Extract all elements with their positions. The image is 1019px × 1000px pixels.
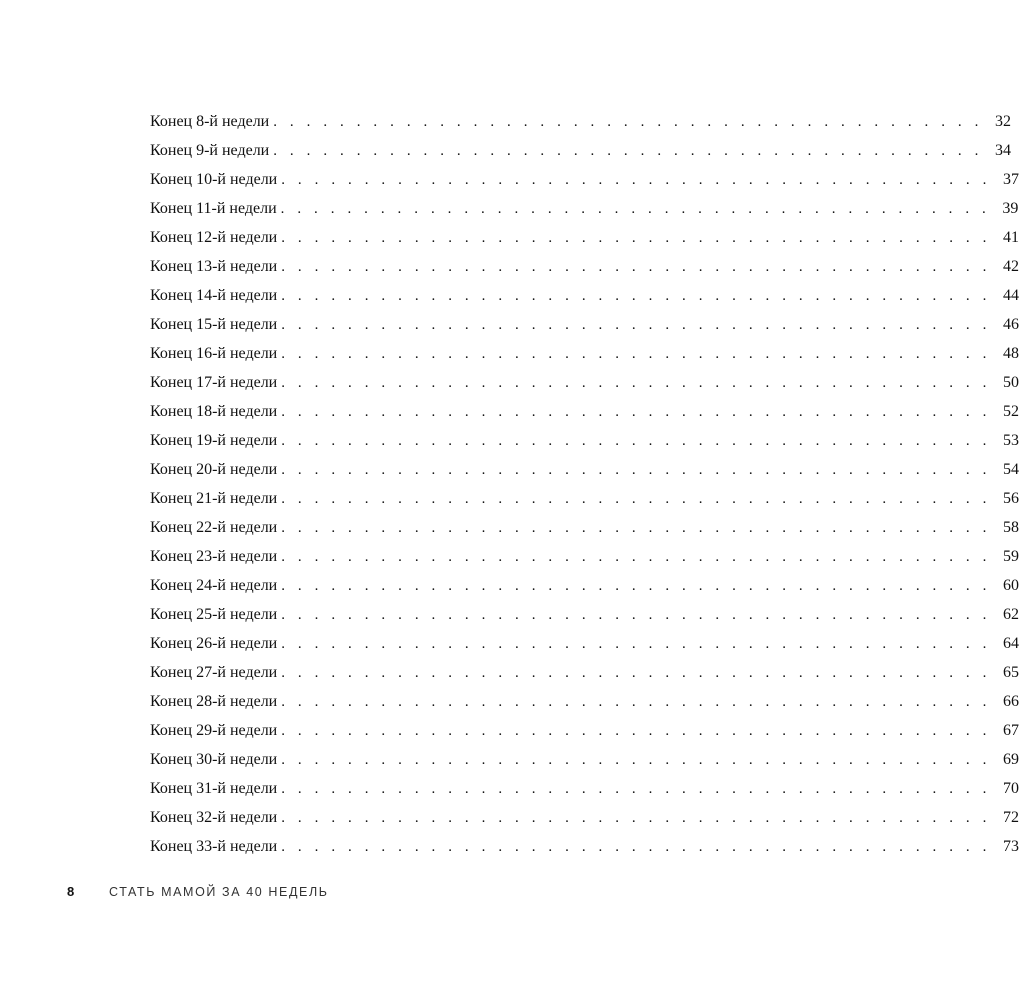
toc-entry[interactable] [150, 397, 1019, 426]
toc-entry[interactable] [150, 745, 1019, 774]
dot-leader: . . . . . . . . . . . . . . . . . . . . . . . . . . . . . . . . . . . . . . . . . . . [281, 723, 991, 739]
dot-leader: . . . . . . . . . . . . . . . . . . . . . . . . . . . . . . . . . . . . . . . . . . . [281, 491, 991, 507]
toc-entry-title: Конец 10-й недели [150, 171, 278, 188]
toc-entry-page: 52 [1002, 403, 1019, 420]
toc-entry-title: Конец 16-й недели [150, 345, 278, 362]
toc-entry[interactable] [150, 658, 1019, 687]
toc-entry-title: Конец 13-й недели [150, 258, 278, 275]
dot-leader: . . . . . . . . . . . . . . . . . . . . . . . . . . . . . . . . . . . . . . . . . . . [281, 636, 991, 652]
toc-entry-page: 44 [1002, 287, 1019, 304]
dot-leader: . . . . . . . . . . . . . . . . . . . . . . . . . . . . . . . . . . . . . . . . . . . [281, 375, 991, 391]
toc-entry-page: 70 [1002, 780, 1019, 797]
toc-entry[interactable] [150, 629, 1019, 658]
toc-entry-title: Конец 21-й недели [150, 490, 278, 507]
toc-entry-title: Конец 28-й недели [150, 693, 278, 710]
toc-entry[interactable] [150, 281, 1019, 310]
toc-entry-title: Конец 20-й недели [150, 461, 278, 478]
toc-entry-page: 53 [1002, 432, 1019, 449]
toc-entry[interactable] [150, 310, 1019, 339]
toc-entry-page: 64 [1002, 635, 1019, 652]
toc-entry-page: 65 [1002, 664, 1019, 681]
dot-leader: . . . . . . . . . . . . . . . . . . . . . . . . . . . . . . . . . . . . . . . . . . . [281, 694, 991, 710]
toc-entry-title: Конец 29-й недели [150, 722, 278, 739]
toc-entry[interactable] [150, 368, 1019, 397]
toc-entry[interactable] [150, 136, 1011, 165]
toc-entry-page: 66 [1002, 693, 1019, 710]
dot-leader: . . . . . . . . . . . . . . . . . . . . . . . . . . . . . . . . . . . . . . . . . . . [273, 143, 983, 159]
toc-entry-page: 69 [1002, 751, 1019, 768]
dot-leader: . . . . . . . . . . . . . . . . . . . . . . . . . . . . . . . . . . . . . . . . . . . [281, 288, 991, 304]
toc-entry[interactable] [150, 223, 1019, 252]
toc-entry-page: 41 [1002, 229, 1019, 246]
dot-leader: . . . . . . . . . . . . . . . . . . . . . . . . . . . . . . . . . . . . . . . . . . . [280, 201, 991, 217]
toc-entry-page: 48 [1002, 345, 1019, 362]
dot-leader: . . . . . . . . . . . . . . . . . . . . . . . . . . . . . . . . . . . . . . . . . . . [281, 433, 991, 449]
toc-entry-title: Конец 31-й недели [150, 780, 278, 797]
toc-entry-title: Конец 32-й недели [150, 809, 278, 826]
toc-entry-page: 73 [1002, 838, 1019, 855]
toc-entry-title: Конец 27-й недели [150, 664, 278, 681]
toc-entry-title: Конец 25-й недели [150, 606, 278, 623]
dot-leader: . . . . . . . . . . . . . . . . . . . . . . . . . . . . . . . . . . . . . . . . . . . [281, 346, 991, 362]
toc-entry-title: Конец 30-й недели [150, 751, 278, 768]
toc-entry[interactable] [150, 803, 1019, 832]
toc-entry-title: Конец 19-й недели [150, 432, 278, 449]
toc-entry[interactable] [150, 716, 1019, 745]
toc-entry-title: Конец 14-й недели [150, 287, 278, 304]
toc-entry-title: Конец 24-й недели [150, 577, 278, 594]
dot-leader: . . . . . . . . . . . . . . . . . . . . . . . . . . . . . . . . . . . . . . . . . . . [281, 607, 991, 623]
dot-leader: . . . . . . . . . . . . . . . . . . . . . . . . . . . . . . . . . . . . . . . . . . . [281, 230, 991, 246]
toc-entry-page: 34 [994, 142, 1011, 159]
dot-leader: . . . . . . . . . . . . . . . . . . . . . . . . . . . . . . . . . . . . . . . . . . . [281, 259, 991, 275]
dot-leader: . . . . . . . . . . . . . . . . . . . . . . . . . . . . . . . . . . . . . . . . . . . [273, 114, 983, 130]
toc-entry[interactable] [150, 107, 1011, 136]
dot-leader: . . . . . . . . . . . . . . . . . . . . . . . . . . . . . . . . . . . . . . . . . . . [281, 752, 991, 768]
toc-entry-title: Конец 15-й недели [150, 316, 278, 333]
toc-entry-page: 60 [1002, 577, 1019, 594]
page-number: 8 [67, 884, 75, 899]
toc-entry[interactable] [150, 832, 1019, 861]
toc-entry-page: 42 [1002, 258, 1019, 275]
toc-entry-title: Конец 8-й недели [150, 113, 270, 130]
toc-entry-page: 62 [1002, 606, 1019, 623]
toc-entry-page: 67 [1002, 722, 1019, 739]
toc-entry[interactable] [150, 571, 1019, 600]
dot-leader: . . . . . . . . . . . . . . . . . . . . . . . . . . . . . . . . . . . . . . . . . . . [281, 578, 991, 594]
toc-entry-title: Конец 17-й недели [150, 374, 278, 391]
toc-entry-page: 37 [1002, 171, 1019, 188]
toc-entry-page: 58 [1002, 519, 1019, 536]
toc-entry-title: Конец 26-й недели [150, 635, 278, 652]
toc-entry[interactable] [150, 194, 1019, 223]
toc-entry[interactable] [150, 165, 1019, 194]
dot-leader: . . . . . . . . . . . . . . . . . . . . . . . . . . . . . . . . . . . . . . . . . . . [281, 810, 991, 826]
toc-entry-title: Конец 11-й недели [150, 200, 277, 217]
dot-leader: . . . . . . . . . . . . . . . . . . . . . . . . . . . . . . . . . . . . . . . . . . . [281, 665, 991, 681]
dot-leader: . . . . . . . . . . . . . . . . . . . . . . . . . . . . . . . . . . . . . . . . . . . [281, 462, 991, 478]
running-title: СТАТЬ МАМОЙ ЗА 40 НЕДЕЛЬ [109, 885, 329, 899]
toc-entry[interactable] [150, 513, 1019, 542]
dot-leader: . . . . . . . . . . . . . . . . . . . . . . . . . . . . . . . . . . . . . . . . . . . [281, 781, 991, 797]
toc-entry-page: 32 [994, 113, 1011, 130]
toc-entry-page: 39 [1002, 200, 1019, 217]
dot-leader: . . . . . . . . . . . . . . . . . . . . . . . . . . . . . . . . . . . . . . . . . . . [281, 172, 991, 188]
toc-entry-page: 72 [1002, 809, 1019, 826]
toc-entry[interactable] [150, 455, 1019, 484]
toc-entry-page: 46 [1002, 316, 1019, 333]
toc-entry-title: Конец 33-й недели [150, 838, 278, 855]
toc-entry[interactable] [150, 542, 1019, 571]
toc-entry[interactable] [150, 426, 1019, 455]
toc-entry-title: Конец 22-й недели [150, 519, 278, 536]
toc-entry-page: 56 [1002, 490, 1019, 507]
toc-entry-title: Конец 9-й недели [150, 142, 270, 159]
table-of-contents [150, 107, 1019, 861]
toc-entry-page: 50 [1002, 374, 1019, 391]
toc-entry-title: Конец 18-й недели [150, 403, 278, 420]
dot-leader: . . . . . . . . . . . . . . . . . . . . . . . . . . . . . . . . . . . . . . . . . . . [281, 404, 991, 420]
toc-entry[interactable] [150, 774, 1019, 803]
toc-entry-title: Конец 23-й недели [150, 548, 278, 565]
dot-leader: . . . . . . . . . . . . . . . . . . . . . . . . . . . . . . . . . . . . . . . . . . . [281, 520, 991, 536]
dot-leader: . . . . . . . . . . . . . . . . . . . . . . . . . . . . . . . . . . . . . . . . . . . [281, 317, 991, 333]
page-footer [67, 884, 329, 899]
toc-entry[interactable] [150, 600, 1019, 629]
dot-leader: . . . . . . . . . . . . . . . . . . . . . . . . . . . . . . . . . . . . . . . . . . . [281, 549, 991, 565]
toc-entry[interactable] [150, 687, 1019, 716]
toc-entry-page: 54 [1002, 461, 1019, 478]
toc-entry-title: Конец 12-й недели [150, 229, 278, 246]
dot-leader: . . . . . . . . . . . . . . . . . . . . . . . . . . . . . . . . . . . . . . . . . . . [281, 839, 991, 855]
toc-entry[interactable] [150, 339, 1019, 368]
toc-entry[interactable] [150, 252, 1019, 281]
toc-entry-page: 59 [1002, 548, 1019, 565]
toc-entry[interactable] [150, 484, 1019, 513]
